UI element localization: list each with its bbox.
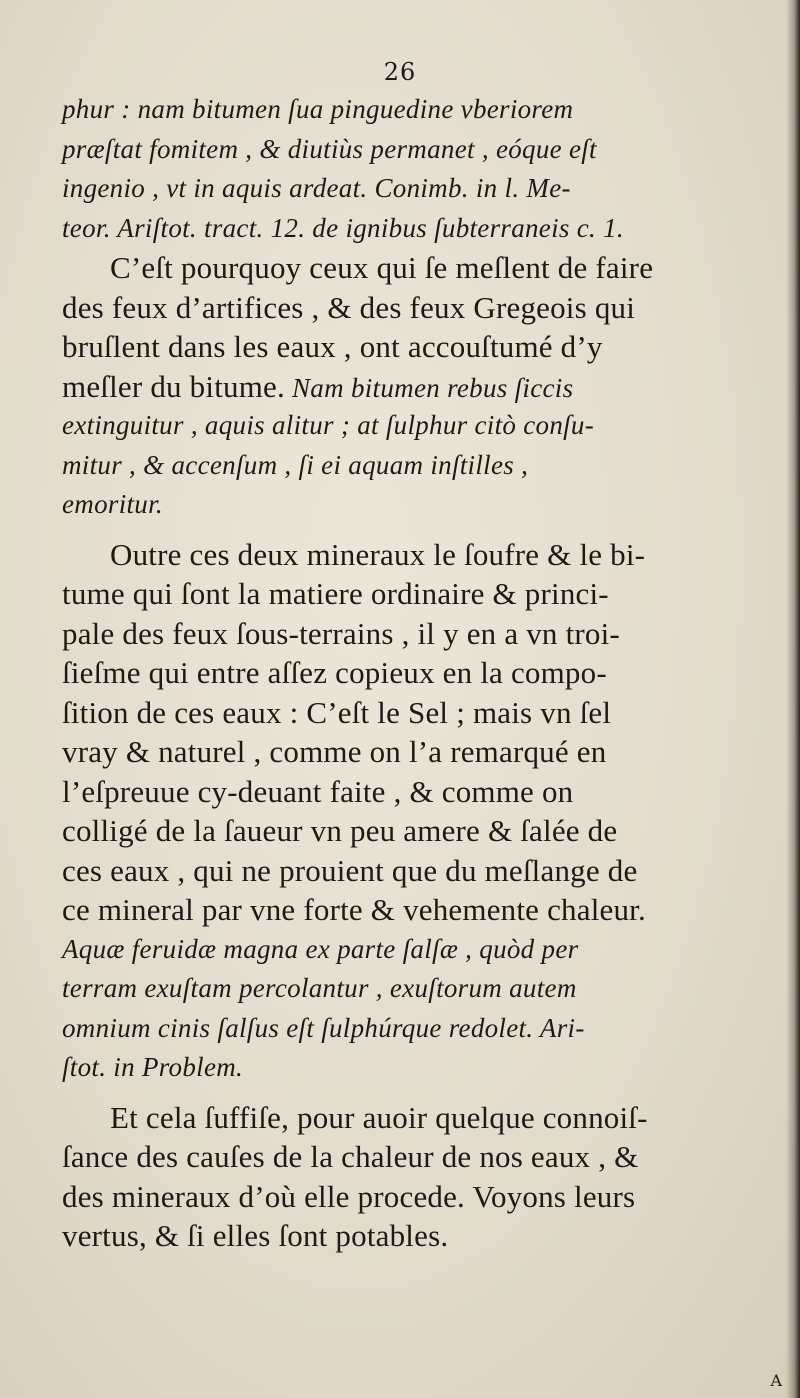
text-line: vertus, & ſi elles ſont potables. bbox=[62, 1218, 449, 1253]
text-segment: meſler du bitume. bbox=[62, 368, 285, 404]
paragraph-sel bbox=[62, 535, 792, 930]
text-line: mitur , & accenſum , ſi ei aquam inſtilles , bbox=[62, 449, 529, 480]
paragraph-latin-quote-1 bbox=[62, 90, 792, 248]
text-segment-italic: Nam bitumen rebus ſiccis bbox=[284, 372, 574, 403]
text-line: teor. Ariſtot. tract. 12. de ignibus ſubterraneis c. 1. bbox=[62, 212, 624, 243]
text-line: colligé de la ſaueur vn peu amere & ſalée de bbox=[62, 813, 618, 848]
text-line: des feux d’artifices , & des feux Gregeois qui bbox=[62, 289, 636, 325]
page-edge-shadow bbox=[786, 0, 800, 1398]
text-line: C’eſt pourquoy ceux qui ſe meſlent de faire bbox=[110, 250, 654, 285]
text-line: des mineraux d’où elle procede. Voyons leurs bbox=[62, 1178, 636, 1214]
text-line: Aquæ feruidæ magna ex parte ſalſæ , quòd per bbox=[62, 933, 579, 964]
paragraph-latin-quote-2 bbox=[62, 930, 792, 1088]
text-line: terram exuſtam percolantur , exuſtorum autem bbox=[62, 973, 577, 1003]
text-line: l’eſpreuue cy-deuant faite , & comme on bbox=[62, 773, 574, 809]
paragraph-bitume bbox=[62, 248, 792, 525]
text-line: pale des feux ſous-terrains , il y en a vn troi- bbox=[62, 615, 620, 651]
text-line: bruſlent dans les eaux , ont accouſtumé d’y bbox=[62, 329, 603, 364]
catchword: A bbox=[770, 1371, 782, 1390]
text-line: omnium cinis ſalſus eſt ſulphúrque redolet. Ari- bbox=[62, 1012, 585, 1043]
text-line: emoritur. bbox=[62, 489, 163, 519]
text-line: vray & naturel , comme on l’a remarqué en bbox=[62, 734, 607, 769]
page-number: 26 bbox=[383, 58, 417, 86]
text-line: phur : nam bitumen ſua pinguedine vberiorem bbox=[62, 94, 574, 124]
text-line: ſance des cauſes de la chaleur de nos eaux , & bbox=[62, 1139, 639, 1174]
text-line bbox=[62, 367, 792, 407]
text-line: ſieſme qui entre aſſez copieux en la compo- bbox=[62, 655, 607, 690]
text-line: tume qui ſont la matiere ordinaire & princi- bbox=[62, 576, 609, 611]
text-line: præſtat fomitem , & diutiùs permanet , eóque eſt bbox=[62, 133, 597, 164]
text-line: Outre ces deux mineraux le ſoufre & le bi- bbox=[110, 536, 646, 572]
text-line: ſtot. in Problem. bbox=[62, 1052, 244, 1082]
paragraph-conclusion bbox=[62, 1098, 792, 1256]
text-line: ces eaux , qui ne prouient que du meſlange de bbox=[62, 852, 638, 888]
text-line: Et cela ſuffiſe, pour auoir quelque connoiſ- bbox=[110, 1099, 648, 1135]
text-line: ingenio , vt in aquis ardeat. Conimb. in l. Me- bbox=[62, 173, 571, 203]
page-text bbox=[62, 90, 792, 1256]
text-line: ſition de ces eaux : C’eſt le Sel ; mais vn ſel bbox=[62, 694, 612, 730]
text-line: extinguitur , aquis alitur ; at ſulphur citò conſu- bbox=[62, 410, 595, 440]
text-line: ce mineral par vne forte & vehemente chaleur. bbox=[62, 892, 646, 927]
